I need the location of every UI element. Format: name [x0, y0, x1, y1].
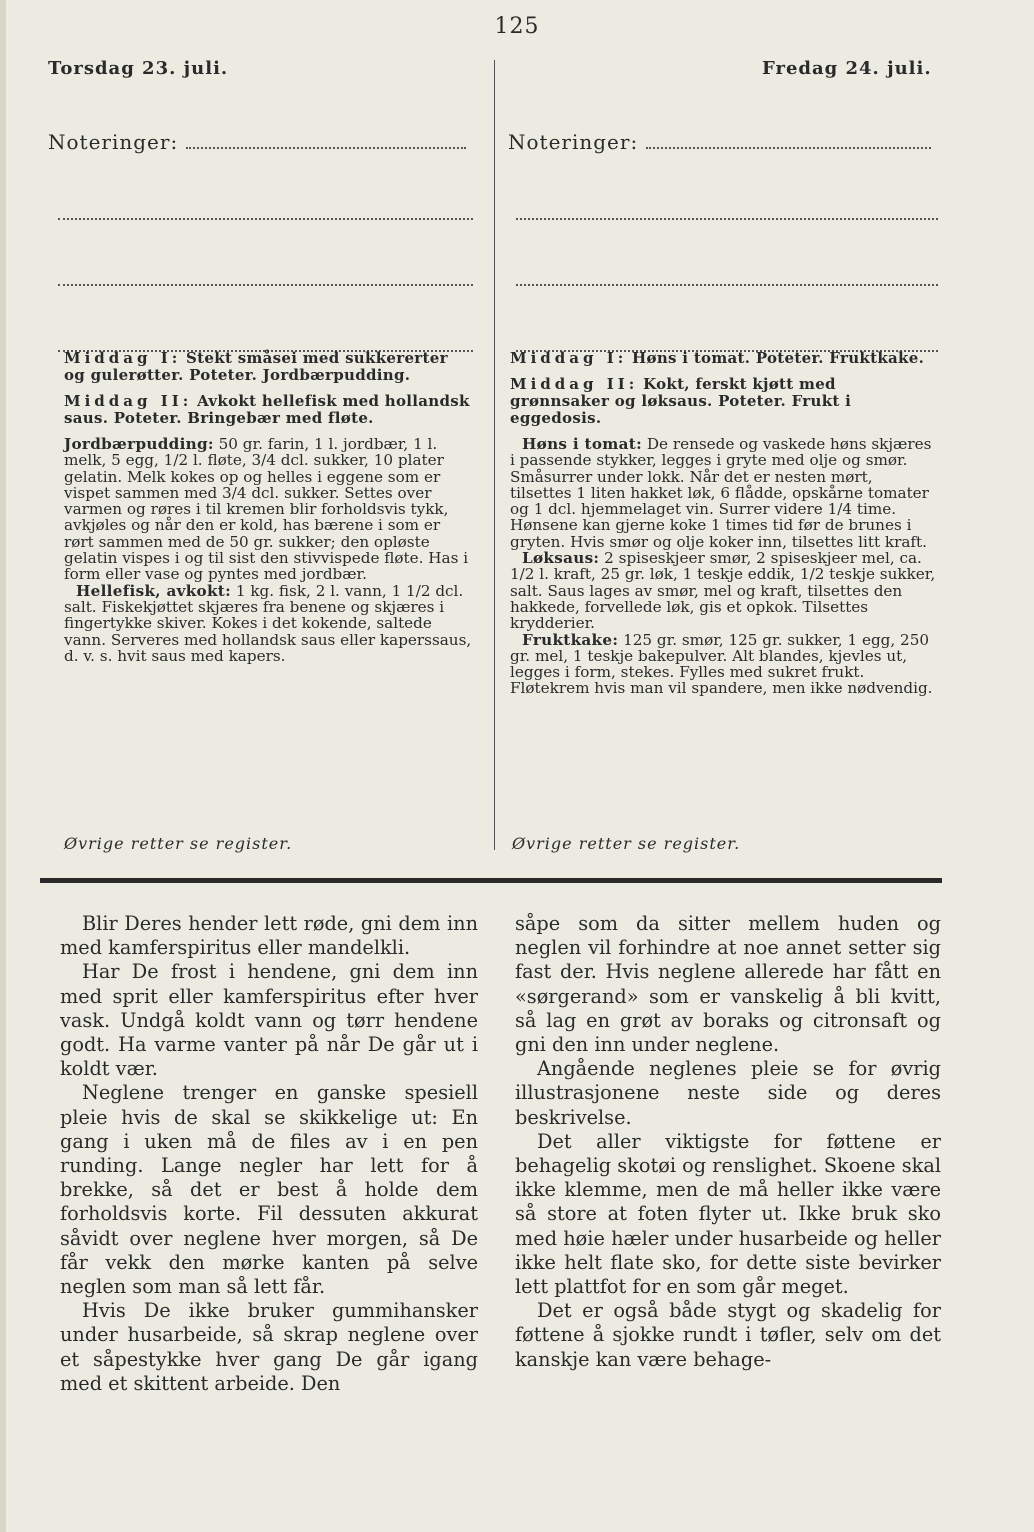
notes-label-left: Noteringer: — [48, 130, 473, 154]
day-title-right: Fredag 24. juli. — [762, 58, 932, 79]
middag-1-left: Middag I: Stekt småsei med sukkererter og gulerøtter. Poteter. Jordbærpudding. — [64, 349, 448, 384]
recipes-right — [510, 436, 938, 697]
notes-dotline — [646, 133, 931, 149]
recipe-jordbaerpudding: Jordbærpudding: 50 gr. farin, 1 l. jordbær, 1 l. melk, 5 egg, 1/2 l. fløte, 3/4 dcl. sukker, 10 plater gelatin. Melk kokes op og helles i eggene som er vispet sammen med 3/4 dcl. sukker. Settes over varmen og røres i til kremen blir forholdsvis tykk, avkjøles og når den er kold, has bærene i som er rørt sammen med de 50 gr. sukker; den opløste gelatin vispes i og til sist den stivvispede fløte. Has i form eller vase og pyntes med jordbær. — [64, 435, 469, 584]
middag-2-right: Middag II: Kokt, ferskt kjøtt med grønnsaker og løksaus. Poteter. Frukt i eggedosis. — [510, 375, 852, 427]
menu-right — [510, 350, 938, 697]
page-edge — [0, 0, 6, 1532]
middag-1-right: Middag I: Høns i tomat. Poteter. Fruktkake. — [510, 349, 925, 367]
paragraph: Har De frost i hendene, gni dem inn med sprit eller kamferspiritus efter hver vask. Undgå koldt vann og tørr hendene godt. Ha varme vanter på når De går ut i koldt vær. — [60, 960, 478, 1081]
menu-left — [64, 350, 474, 664]
recipes-left — [64, 436, 474, 664]
recipe-hons-i-tomat: Høns i tomat: De rensede og vaskede høns skjæres i passende stykker, legges i gryte med olje og smør. Småsurrer under lokk. Når det er nesten mørt, tilsettes 1 liten hakket løk, 6 flådde, opskårne tomater og 1 dcl. hjemmelaget vin. Surrer videre 1/4 time. Hønsene kan gjerne koke 1 times tid før de brunes i gryten. Hvis smør og olje koker inn, tilsettes litt kraft. — [510, 435, 932, 551]
notes-label-right: Noteringer: — [508, 130, 938, 154]
recipe-hellefisk: Hellefisk, avkokt: 1 kg. fisk, 2 l. vann, 1 1/2 dcl. salt. Fiskekjøttet skjæres fra benene og skjæres i fingertykke skiver. Kokes i det kokende, saltede vann. Serveres med hollandsk saus eller kaperssaus, d. v. s. hvit saus med kapers. — [64, 581, 472, 665]
notes-left — [48, 130, 473, 352]
paragraph: Neglene trenger en ganske spesiell pleie hvis de skal se skikkelige ut: En gang i uken må de files av i en pen runding. Lange negler har lett for å brekke, så det er best å holde dem forholdsvis korte. Fil dessuten akkurat såvidt over neglene hver morgen, så De får vekk den mørke kanten på selve neglen som man så lett får. — [60, 1081, 478, 1299]
ovrige-retter-right: Øvrige retter se register. — [512, 834, 741, 853]
page-number: 125 — [494, 14, 540, 39]
paragraph: Det aller viktigste for føttene er behagelig skotøi og renslighet. Skoene skal ikke klemme, men de må heller ikke være så store at foten flyter ut. Ikke bruk sko med høie hæler under husarbeide og heller ikke helt flate sko, for dette siste bevirker lett plattfot for en som går meget. — [515, 1129, 941, 1299]
section-divider — [40, 878, 942, 883]
paragraph: såpe som da sitter mellem huden og neglen vil forhindre at noe annet setter sig fast der. Hvis neglene allerede har fått en «sørgerand» som er vanskelig å bli kvitt, så lag en grøt av boraks og citronsaft og gni den inn under neglene. — [515, 912, 941, 1057]
column-divider — [494, 60, 495, 850]
notes-dotline — [186, 133, 466, 149]
notes-dotline — [58, 284, 473, 286]
paragraph: Blir Deres hender lett røde, gni dem inn med kamferspiritus eller mandelkli. — [60, 912, 478, 960]
paragraph: Det er også både stygt og skadelig for føttene å sjokke rundt i tøfler, selv om det kanskje kan være behage- — [515, 1299, 941, 1371]
notes-dotline — [516, 284, 938, 286]
recipe-loksaus: Løksaus: 2 spiseskjeer smør, 2 spiseskjeer mel, ca. 1/2 l. kraft, 25 gr. løk, 1 teskje eddik, 1/2 teskje sukker, salt. Saus lages av smør, mel og kraft, tilsettes den hakkede, forvellede løk, gis et opkok. Tilsettes krydderier. — [510, 549, 936, 633]
paragraph: Angående neglenes pleie se for øvrig illustrasjonene neste side og deres beskrivelse. — [515, 1057, 941, 1129]
notes-dotline — [516, 218, 938, 220]
body-text-right — [515, 912, 941, 1372]
day-title-left: Torsdag 23. juli. — [48, 58, 229, 79]
body-text-left — [60, 912, 478, 1396]
middag-2-left: Middag II: Avkokt hellefisk med hollandsk saus. Poteter. Bringebær med fløte. — [64, 392, 470, 427]
ovrige-retter-left: Øvrige retter se register. — [64, 834, 293, 853]
notes-dotline — [58, 218, 473, 220]
notes-right — [508, 130, 938, 352]
paragraph: Hvis De ikke bruker gummihansker under husarbeide, så skrap neglene over et såpestykke hver gang De går igang med et skittent arbeide. Den — [60, 1299, 478, 1395]
recipe-fruktkake: Fruktkake: 125 gr. smør, 125 gr. sukker, 1 egg, 250 gr. mel, 1 teskje bakepulver. Alt blandes, kjevles ut, legges i form, stekes. Fylles med sukret frukt. Fløtekrem hvis man vil spandere, men ikke nødvendig. — [510, 630, 933, 698]
